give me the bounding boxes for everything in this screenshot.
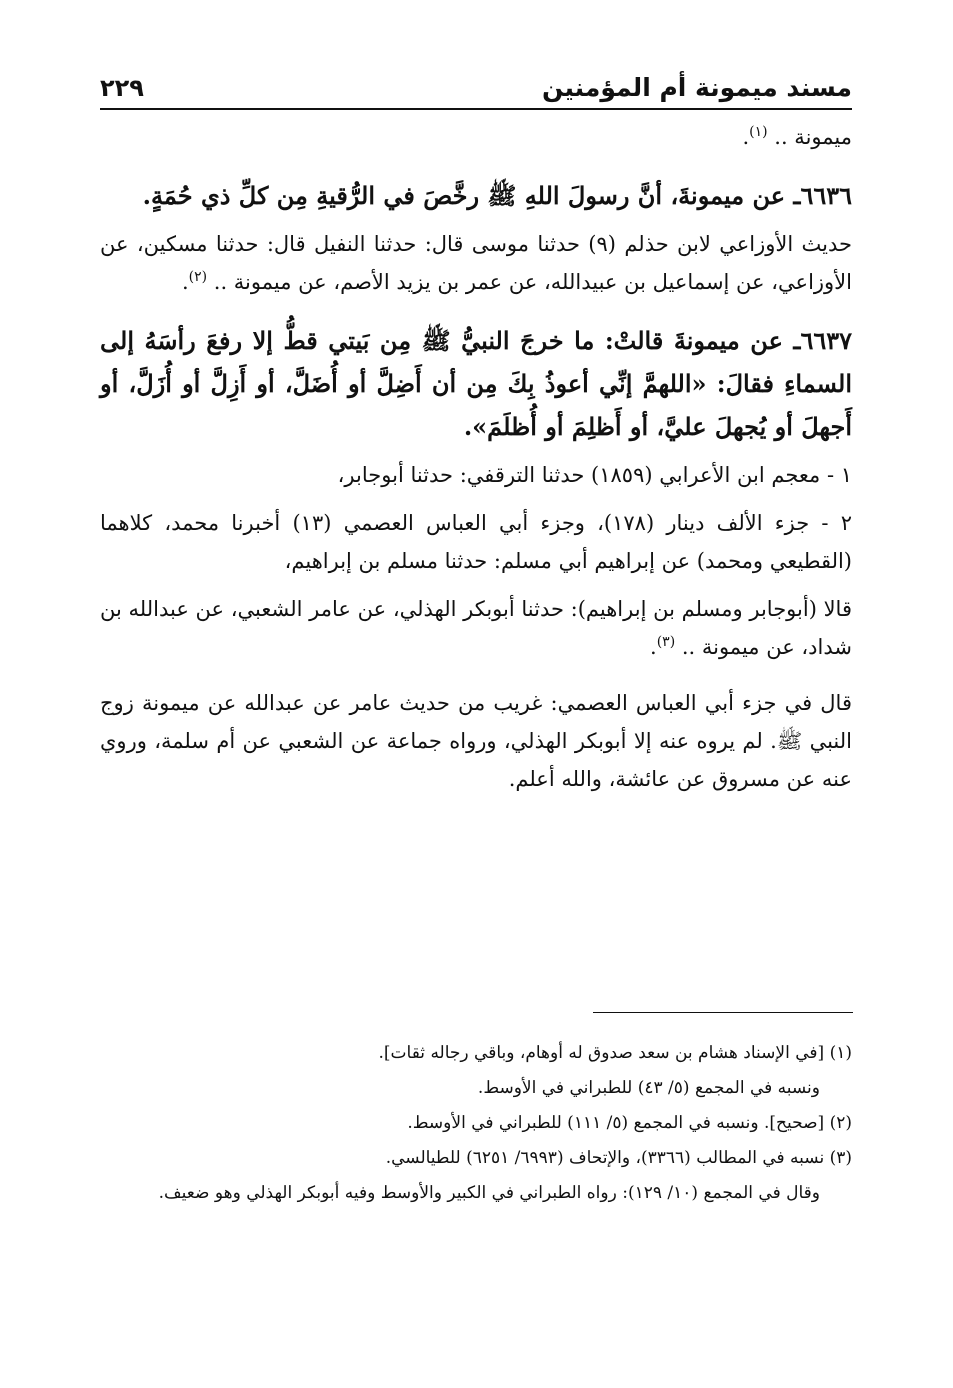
footnotes bbox=[100, 1036, 852, 1211]
paragraph-text: ميمونة .. bbox=[767, 125, 852, 149]
paragraph-source-6636 bbox=[100, 225, 852, 301]
paragraph-tail: . bbox=[181, 270, 189, 294]
footnote-divider bbox=[593, 1012, 853, 1013]
paragraph-text: قالا (أبوجابر ومسلم بن إبراهيم): حدثنا أبوبكر الهذلي، عن عامر الشعبي، عن عبدالله بن شداد، عن ميمونة .. bbox=[100, 597, 852, 659]
footnote-ref: (٢) bbox=[188, 269, 208, 285]
running-title: مسند ميمونة أم المؤمنين bbox=[541, 73, 852, 102]
paragraph-continuation bbox=[100, 118, 852, 156]
source-item-1: ١ - معجم ابن الأعرابي (١٨٥٩) حدثنا الترقفي: حدثنا أبوجابر، bbox=[337, 463, 852, 487]
page-number: ٢٢٩ bbox=[100, 74, 144, 102]
paragraph-commentary: قال في جزء أبي العباس العصمي: غريب من حديث عامر عن عبدالله عن ميمونة زوج النبي ﷺ. لم يروه عنه إلا أبوبكر الهذلي، ورواه جماعة عن الشعبي عن أم سلمة، وروي عنه عن مسروق عن عائشة، والله أعلم. bbox=[100, 691, 852, 791]
hadith-6637: ٦٦٣٧ـ عن ميمونةَ قالتْ: ما خرجَ النبيُّ ﷺ مِن بَيتي قطُّ إلا رفعَ رأسَهُ إلى السماءِ فقالَ: «اللهمَّ إنِّي أعوذُ بِكَ مِن أن أَضِلَّ أو أُضَلَّ، أو أَزِلَّ أو أُزَلَّ، أو أَجهلَ أو يُجهلَ عليَّ، أو أَظلِمَ أو أُظلَمَ». bbox=[100, 326, 852, 441]
footnote-1: (١) [في الإسناد هشام بن سعد صدوق له أوهام، وباقي رجاله ثقات]. bbox=[378, 1043, 852, 1063]
main-text bbox=[100, 118, 852, 798]
hadith-6636: ٦٦٣٦ـ عن ميمونةَ، أنَّ رسولَ اللهِ ﷺ رخَّصَ في الرُّقيةِ مِن كلِّ ذي حُمَةٍ. bbox=[142, 181, 852, 210]
paragraph-tail: . bbox=[650, 635, 657, 659]
paragraph-chain bbox=[100, 590, 852, 666]
paragraph-tail: . bbox=[742, 125, 750, 149]
footnote-3: (٣) نسبه في المطالب (٣٣٦٦)، والإتحاف (٦٩٩٣/ ٦٢٥١) للطيالسي. bbox=[385, 1148, 852, 1168]
page-header bbox=[100, 62, 852, 102]
footnote-2: (٢) [صحيح]. ونسبه في المجمع (٥/ ١١١) للطبراني في الأوسط. bbox=[407, 1113, 852, 1133]
footnote-ref: (١) bbox=[749, 124, 768, 140]
footnote-ref: (٣) bbox=[656, 634, 676, 650]
footnote-3-continuation: وقال في المجمع (١٠/ ١٢٩): رواه الطبراني في الكبير والأوسط وفيه أبوبكر الهذلي وهو ضعيف. bbox=[158, 1183, 820, 1203]
paragraph-text: حديث الأوزاعي لابن حذلم (٩) حدثنا موسى قال: حدثنا النفيل قال: حدثنا مسكين، عن الأوزاعي، عن إسماعيل بن عبيدالله، عن عمر بن يزيد الأصم، عن ميمونة .. bbox=[100, 232, 853, 294]
source-item-2: ٢ - جزء الألف دينار (١٧٨)، وجزء أبي العباس العصمي (١٣) أخبرنا محمد، كلاهما (القطيعي ومحمد) عن إبراهيم أبي مسلم: حدثنا مسلم بن إبراهيم، bbox=[100, 511, 852, 573]
header-divider bbox=[100, 108, 852, 110]
footnote-1-continuation: ونسبه في المجمع (٥/ ٤٣) للطبراني في الأوسط. bbox=[477, 1078, 820, 1098]
